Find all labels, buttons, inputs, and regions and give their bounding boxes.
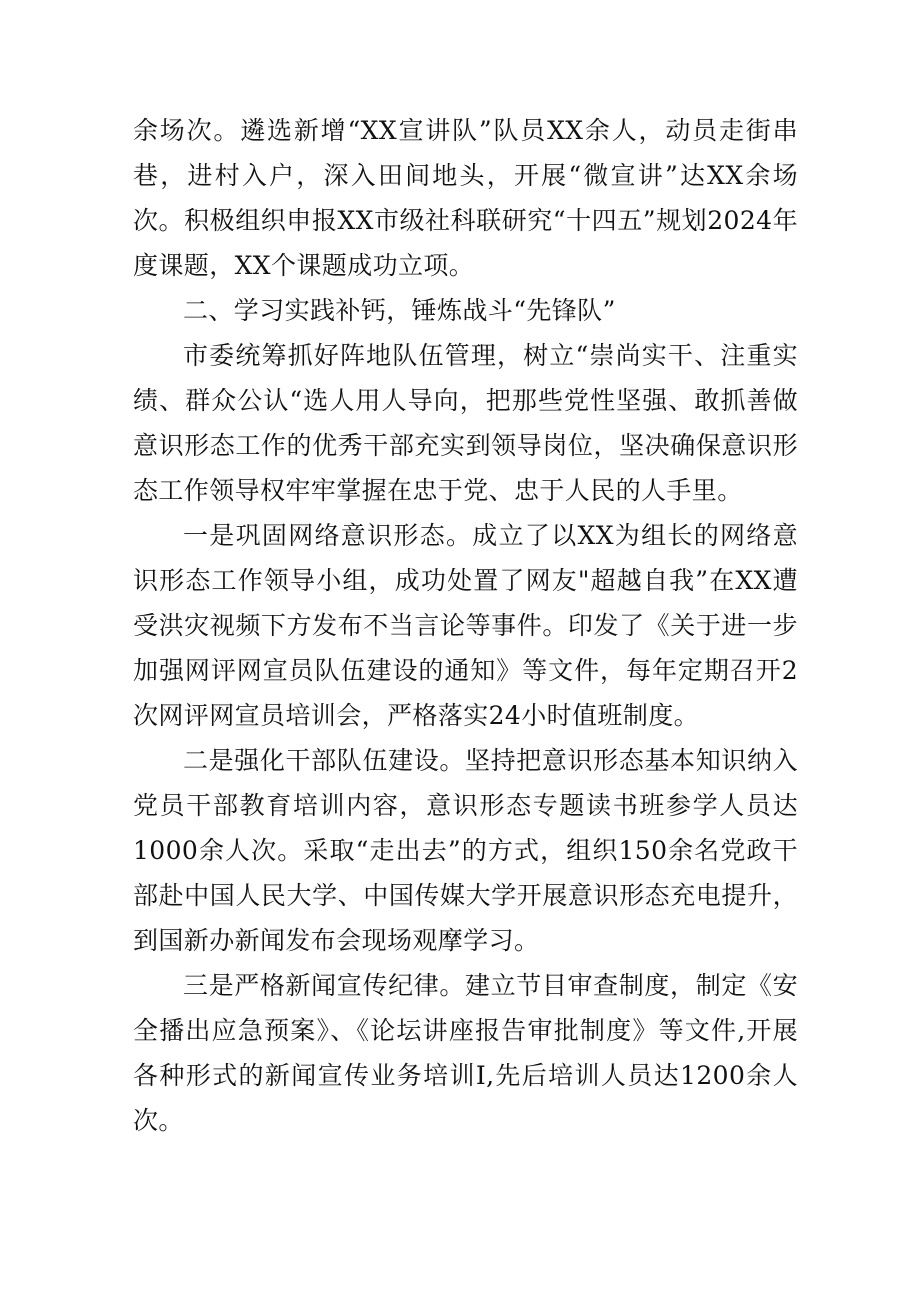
paragraph-continuation: 余场次。遴选新增“XX宣讲队”队员XX余人，动员走街串巷，进村入户，深入田间地头，开展“微宣讲”达XX余场次。积极组织申报XX市级社科联研究“十四五”规划2024年度课题，XX个课题成功立项。 bbox=[133, 116, 798, 280]
paragraph-team-management: 市委统筹抓好阵地队伍管理，树立“崇尚实干、注重实绩、群众公认“选人用人导向，把那些党性坚强、敢抓善做意识形态工作的优秀干部充实到领导岗位，坚决确保意识形态工作领导权牢牢掌握在忠于党、忠于人民的人手里。 bbox=[133, 341, 798, 505]
paragraph-cadre-building: 二是强化干部队伍建设。坚持把意识形态基本知识纳入党员干部教育培训内容，意识形态专题读书班参学人员达1000余人次。采取“走出去”的方式，组织150余名党政干部赴中国人民大学、中国传媒大学开展意识形态充电提升，到国新办新闻发布会现场观摩学习。 bbox=[133, 746, 798, 955]
section-heading: 二、学习实践补钙，锤炼战斗“先锋队” bbox=[183, 296, 616, 325]
paragraph-network-ideology: 一是巩固网络意识形态。成立了以XX为组长的网络意识形态工作领导小组，成功处置了网友"超越自我”在XX遭受洪灾视频下方发布不当言论等事件。印发了《关于进一步加强网评网宣员队伍建设的通知》等文件，每年定期召开2次网评网宣员培训会，严格落实24小时值班制度。 bbox=[133, 521, 798, 730]
paragraph-news-discipline: 三是严格新闻宣传纪律。建立节目审查制度，制定《安全播出应急预案》、《论坛讲座报告审批制度》等文件,开展各种形式的新闻宣传业务培训I,先后培训人员达1200余人次。 bbox=[133, 971, 798, 1135]
document-body bbox=[133, 108, 798, 1143]
